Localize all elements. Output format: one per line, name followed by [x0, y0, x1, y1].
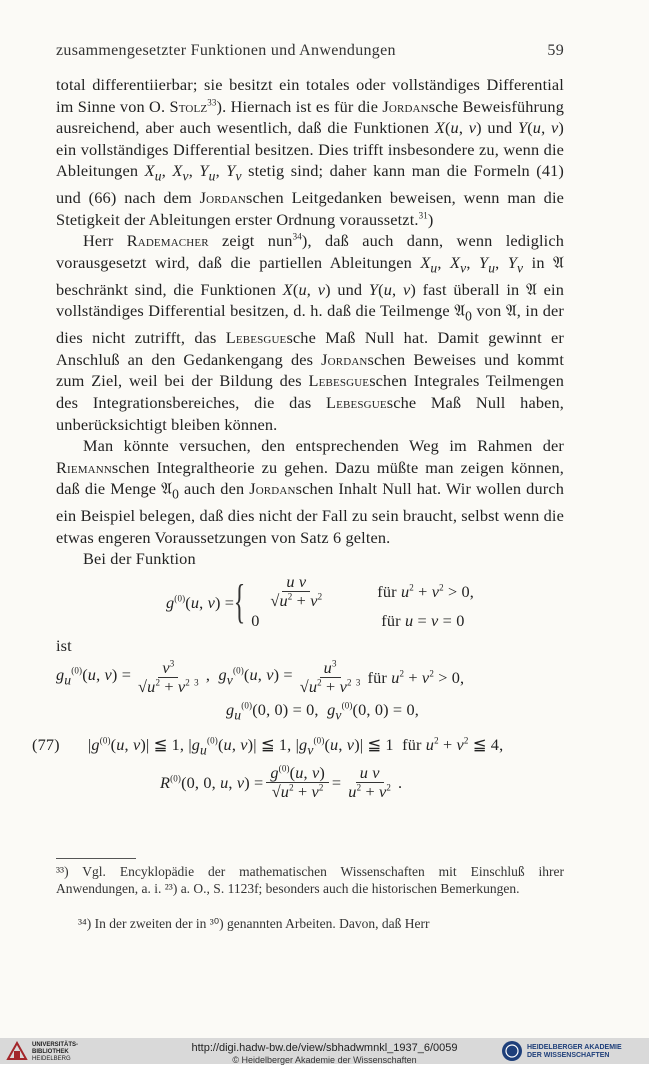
- header-title: zusammengesetzter Funktionen und Anwendungen: [56, 42, 396, 59]
- footnote-33: ³³) Vgl. Encyklopädie der mathematischen Wissenschaften mit Einschluß ihrer Anwendungen, a. i. ²³) a. O., S. 1123f; besonders auch die historischen Bemerkungen.: [56, 864, 564, 896]
- footnote-34: ³⁴) In der zweiten der in ³⁰) genannten Arbeiten. Davon, daß Herr: [78, 916, 430, 931]
- formula-r0: $R^{(0)}(0$, 0, u, v) = $\frac{g^{(0)}(u, v)}{√u^2 + v^2}$ = $\frac{\text{u v}}{u^2 + v^2}$ .: [160, 762, 403, 801]
- footer-copyright: © Heidelberger Akademie der Wissenschaften: [232, 1055, 417, 1065]
- academy-logo-line-1: HEIDELBERGER AKADEMIE: [527, 1044, 622, 1051]
- university-library-logo: [6, 1040, 126, 1062]
- academy-logo-line-2: DER WISSENSCHAFTEN: [527, 1052, 610, 1059]
- paragraph-3: Man könnte versuchen, den entsprechenden Weg im Rahmen der Riemannschen Integraltheorie zu gehen. Dazu müßte man zeigen können, daß die Menge 𝔄$_0$ auch den Jordanschen Inhalt Null hat. Wir wollen durch ein Beispiel belegen, daß dies nicht der Fall zu sein braucht, selbst wenn die etwas engeren Voraussetzungen von Satz 6 gelten.: [56, 436, 564, 547]
- formula-77: (77) $|g^{(0)}(u$, v)| ≦ 1, $|g_u^{(0)}(u$, v)| ≦ 1, $|g_v^{(0)}(u$, v)| ≦ 1 für $u^2 + v^2$ ≦ 4,: [32, 735, 504, 758]
- library-logo-line-3: HEIDELBERG: [32, 1056, 71, 1062]
- page-number: 59: [547, 42, 564, 59]
- formula-derivatives: $g_u^{(0)}(u$, v) = $\frac{v^3}{√u^2 + v^2 ^3}$ , $g_v^{(0)}(u$, v) = $\frac{u^3}{√u^2 + v^2 ^3}$ für $u^2 + v^2 > 0$,: [56, 658, 465, 697]
- running-header: [56, 42, 564, 60]
- body-text: [32, 74, 565, 804]
- library-building-icon: [6, 1041, 28, 1061]
- library-logo-line-1: UNIVERSITÄTS-: [32, 1042, 79, 1048]
- footer-url[interactable]: http://digi.hadw-bw.de/view/sbhadwmnkl_1937_6/0059: [191, 1042, 458, 1054]
- formula-definition: $g^{(0)}(u$, v) = { $\frac{\text{u v}}{√u^2 + v^2}$ für $u^2 + v^2 > 0$, 0 für u = v = 0: [166, 572, 475, 631]
- library-logo-line-2: BIBLIOTHEK: [32, 1049, 69, 1055]
- paragraph-2: Herr Rademacher zeigt nun$^{34}$), daß auch dann, wenn lediglich vorausgesetzt wird, daß die partiellen Ableitungen $X_u$, $X_v$, $Y_u$, $Y_v$ in 𝔄 beschränkt sind, die Funktionen X(u, v) und Y(u, v) fast überall in 𝔄 ein vollständiges Differential besitzen, d. h. daß die Teilmenge 𝔄$_0$ von 𝔄, in der dies nicht zutrifft, das Lebesguesche Maß Null hat. Damit gewinnt er Anschluß an den Gedankengang des Jordanschen Beweises und kommt zum Ziel, weil bei der Bildung des Lebesgueschen Integrales Teilmengen des Integrationsbereiches, die das Lebesguesche Maß Null haben, unberücksichtigt bleiben können.: [56, 231, 565, 434]
- academy-logo: [501, 1040, 641, 1062]
- footnote-rule: [56, 858, 136, 859]
- paragraph-1: total differentiierbar; sie besitzt ein totales oder vollständiges Differential im Sinne von O. Stolz$^{33}$). Hiernach ist es für die Jordansche Beweisführung ausreichend, aber auch wesentlich, daß die Funktionen X(u, v) und Y(u, v) ein vollständiges Differential besitzen. Dies trifft insbesondere zu, wenn die Ableitungen $X_u$, $X_v$, $Y_u$, $Y_v$ stetig sind; daher kann man die Formeln (41) und (66) nach dem Jordanschen Leitgedanken beweisen, wenn man die Stetigkeit der Ableitungen erster Ordnung voraussetzt.$^{31}$): [56, 75, 564, 229]
- ist-label: ist: [56, 635, 72, 655]
- formula-origin: $g_u^{(0)}(0$, 0) = 0, $g_v^{(0)}(0$, 0) = 0,: [226, 700, 419, 723]
- paragraph-4: Bei der Funktion: [83, 549, 196, 569]
- academy-seal-icon: [501, 1040, 523, 1062]
